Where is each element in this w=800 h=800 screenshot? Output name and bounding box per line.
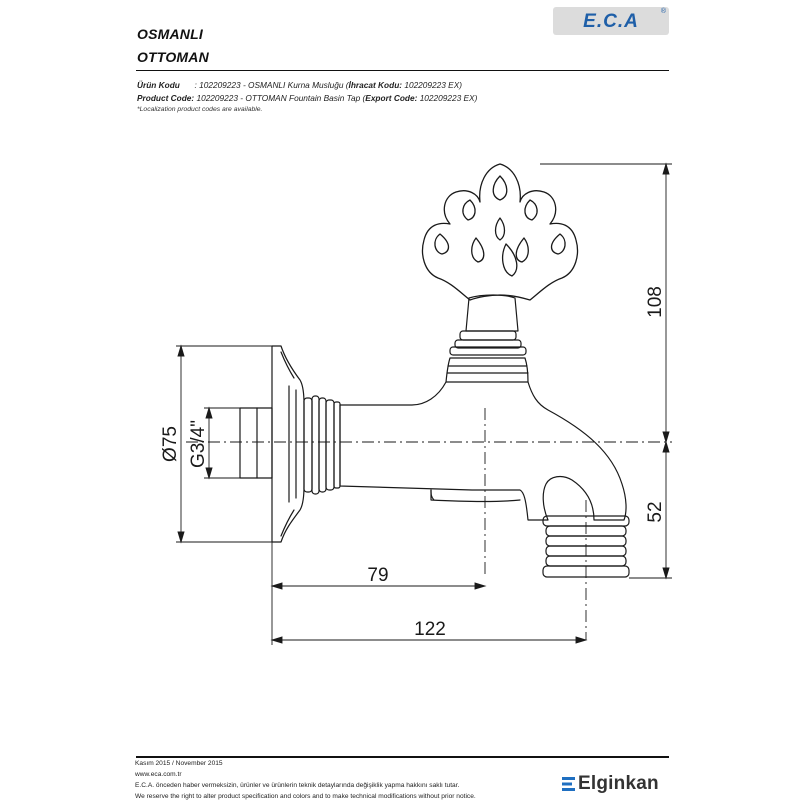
product-code-en-value: 102209223 - OTTOMAN Fountain Basin Tap <box>196 93 361 103</box>
valve-bonnet <box>446 331 528 382</box>
footer-disclaimer-en: We reserve the right to alter product specification and colors and to make technical modifications without prior notice. <box>135 793 476 800</box>
product-code-tr-label: Ürün Kodu <box>137 80 180 90</box>
dim-height-bottom: 52 <box>645 501 666 523</box>
localization-note: *Localization product codes are available. <box>137 106 263 113</box>
center-lines <box>186 408 672 640</box>
elginkan-brand: Elginkan <box>578 773 659 794</box>
dimension-lines <box>176 164 672 645</box>
registered-mark: ® <box>660 8 666 15</box>
export-code-en-value: 102209223 EX <box>419 93 475 103</box>
elginkan-logo-icon <box>562 776 575 792</box>
dim-thread: G3/4" <box>188 420 209 468</box>
wall-flange <box>272 346 304 542</box>
tap-body <box>340 382 626 520</box>
eca-logo-text: E.C.A <box>583 11 639 32</box>
product-code-en: Product Code: 102209223 - OTTOMAN Fountain Basin Tap (Export Code: 102209223 EX) <box>137 93 478 103</box>
export-code-tr-value: 102209223 EX <box>404 80 460 90</box>
export-code-tr-label: İhracat Kodu: <box>348 80 403 90</box>
page-title-en: OTTOMAN <box>137 49 209 65</box>
product-code-tr-value: 102209223 - OSMANLI Kurna Musluğu <box>199 80 344 90</box>
dim-total: 122 <box>414 619 446 640</box>
export-code-en-label: Export Code: <box>365 93 418 103</box>
product-code-tr-sep: : <box>194 80 197 90</box>
body-rings <box>304 396 340 494</box>
product-code-en-label: Product Code: <box>137 93 195 103</box>
handle-neck <box>466 295 518 331</box>
dim-spout: 79 <box>367 565 389 586</box>
threaded-inlet <box>240 408 272 478</box>
page-title-tr: OSMANLI <box>137 26 203 42</box>
dim-height-top: 108 <box>645 286 666 318</box>
dim-diameter: Ø75 <box>160 426 181 462</box>
product-code-tr: Ürün Kodu : 102209223 - OSMANLI Kurna Musluğu (İhracat Kodu: 102209223 EX) <box>137 80 463 90</box>
footer-date: Kasım 2015 / November 2015 <box>135 760 223 767</box>
footer-rule <box>136 756 669 758</box>
footer-disclaimer-tr: E.C.A. önceden haber vermeksizin, ürünler ve ürünlerin teknik detaylarında değişiklik yapma hakkını saklı tutar. <box>135 782 460 789</box>
footer-url: www.eca.com.tr <box>135 771 182 778</box>
decorative-handle <box>423 164 578 300</box>
